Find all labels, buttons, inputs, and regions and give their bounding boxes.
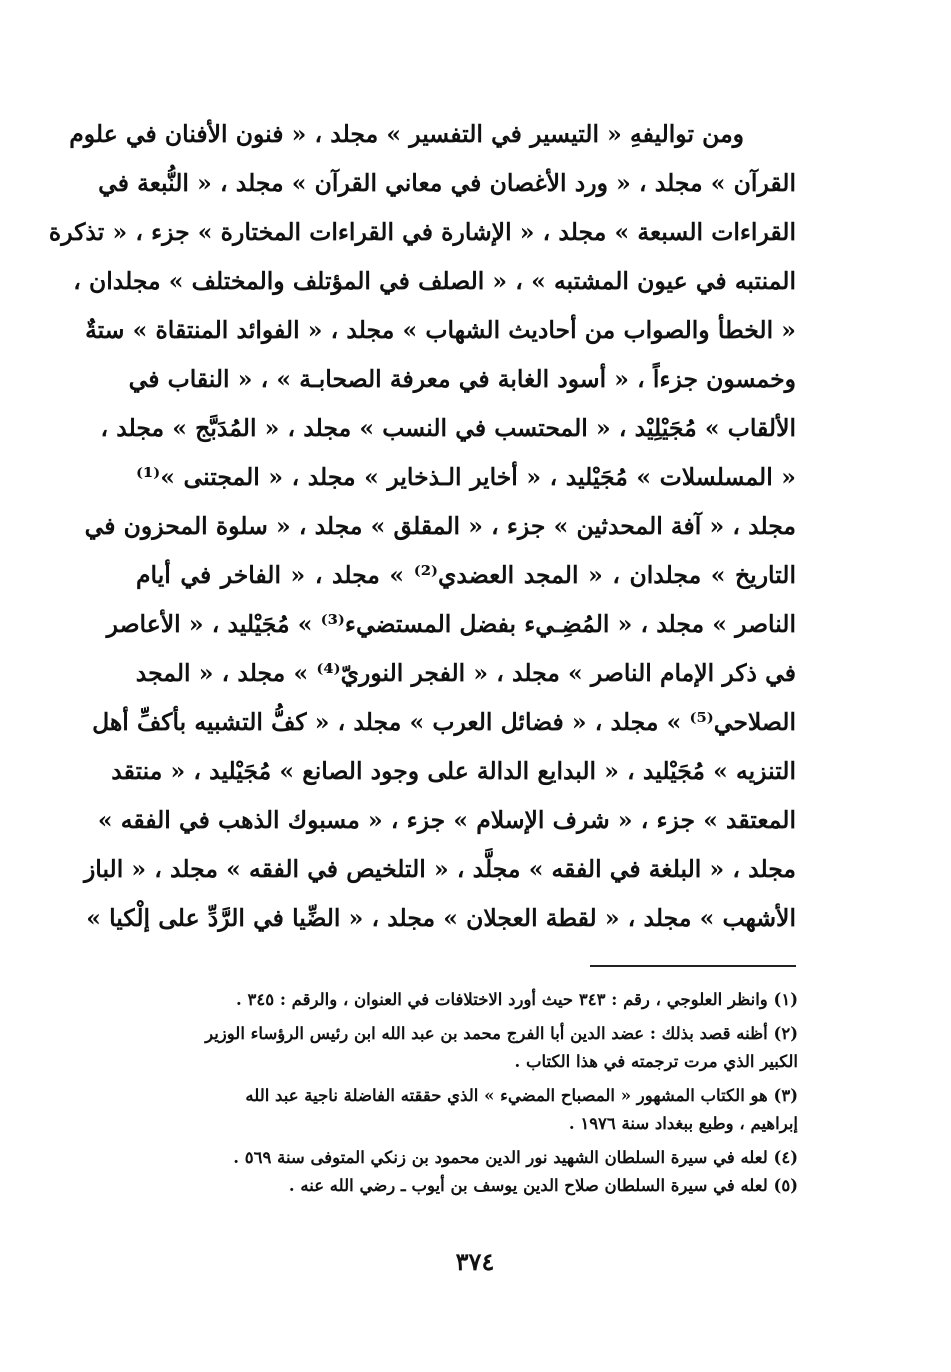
- text-line: مجلد ، « البلغة في الفقه » مجلَّد ، « التلخيص في الفقه » مجلد ، « الباز: [83, 855, 796, 883]
- text-line: الناصر » مجلد ، « المُضِـيء بفضل المستضيء⁽³⁾ » مُجَيْليد ، « الأعاصر: [106, 610, 796, 638]
- footnote-3: (٣) هو الكتاب المشهور « المصباح المضيء » الذي حققته الفاضلة ناجية عبد الله: [245, 1086, 798, 1105]
- text-line: التاريخ » مجلدان ، « المجد العضدي⁽²⁾ » مجلد ، « الفاخر في أيام: [136, 561, 796, 589]
- footnotes-block: [130, 986, 798, 1200]
- text-line: في ذكر الإمام الناصر » مجلد ، « الفجر النوريّ⁽⁴⁾ » مجلد ، « المجد: [135, 659, 796, 687]
- text-line: المنتبه في عيون المشتبه » ، « الصلف في المؤتلف والمختلف » مجلدان ،: [73, 267, 796, 295]
- text-line: الصلاحي⁽⁵⁾ » مجلد ، « فضائل العرب » مجلد ، « كفُّ التشبيه بأكفِّ أهل: [92, 708, 796, 736]
- footnote-2: (٢) أظنه قصد بذلك : عضد الدين أبا الفرج محمد بن عبد الله ابن رئيس الرؤساء الوزير: [205, 1024, 798, 1043]
- footnote-2-continuation: الكبير الذي مرت ترجمته في هذا الكتاب .: [514, 1052, 798, 1071]
- text-line: « المسلسلات » مُجَيْليد ، « أخاير الـذخاير » مجلد ، « المجتنى »⁽¹⁾: [136, 463, 796, 491]
- text-line: القرآن » مجلد ، « ورد الأغصان في معاني القرآن » مجلد ، « النُّبعة في: [98, 169, 796, 197]
- footnote-5: (٥) لعله في سيرة السلطان صلاح الدين يوسف بن أيوب ـ رضي الله عنه .: [288, 1176, 798, 1195]
- footnote-1: (١) وانظر العلوجي ، رقم : ٣٤٣ حيث أورد الاختلافات في العنوان ، والرقم : ٣٤٥ .: [235, 990, 798, 1009]
- text-line: المعتقد » جزء ، « شرف الإسلام » جزء ، « مسبوك الذهب في الفقه »: [97, 806, 796, 834]
- text-line: « الخطأ والصواب من أحاديث الشهاب » مجلد ، « الفوائد المنتقاة » ستةٌ: [85, 316, 796, 344]
- text-line: مجلد ، « آفة المحدثين » جزء ، « المقلق » مجلد ، « سلوة المحزون في: [84, 512, 796, 540]
- text-line: التنزيه » مُجَيْليد ، « البدايع الدالة على وجود الصانع » مُجَيْليد ، « منتقد: [111, 757, 796, 785]
- text-line: القراءات السبعة » مجلد ، « الإشارة في القراءات المختارة » جزء ، « تذكرة: [48, 218, 796, 246]
- text-line: ومن تواليفهِ « التيسير في التفسير » مجلد ، « فنون الأفنان في علوم: [69, 120, 744, 148]
- footnote-3-continuation: إبراهيم ، وطبع ببغداد سنة ١٩٧٦ .: [568, 1114, 798, 1133]
- text-line: الألقاب » مُجَيْلِيْد ، « المحتسب في النسب » مجلد ، « المُدَبَّج » مجلد ،: [100, 414, 796, 442]
- page-number: ٣٧٤: [455, 1247, 495, 1276]
- main-text-block: [48, 110, 796, 943]
- text-line: وخمسون جزءاً ، « أسود الغابة في معرفة الصحابـة » ، « النقاب في: [128, 365, 796, 393]
- footnote-4: (٤) لعله في سيرة السلطان الشهيد نور الدين محمود بن زنكي المتوفى سنة ٥٦٩ .: [233, 1148, 798, 1167]
- text-line: الأشهب » مجلد ، « لقطة العجلان » مجلد ، « الضِّيا في الرَّدِّ على إلْكيا »: [86, 904, 796, 932]
- footnote-separator: [590, 965, 796, 967]
